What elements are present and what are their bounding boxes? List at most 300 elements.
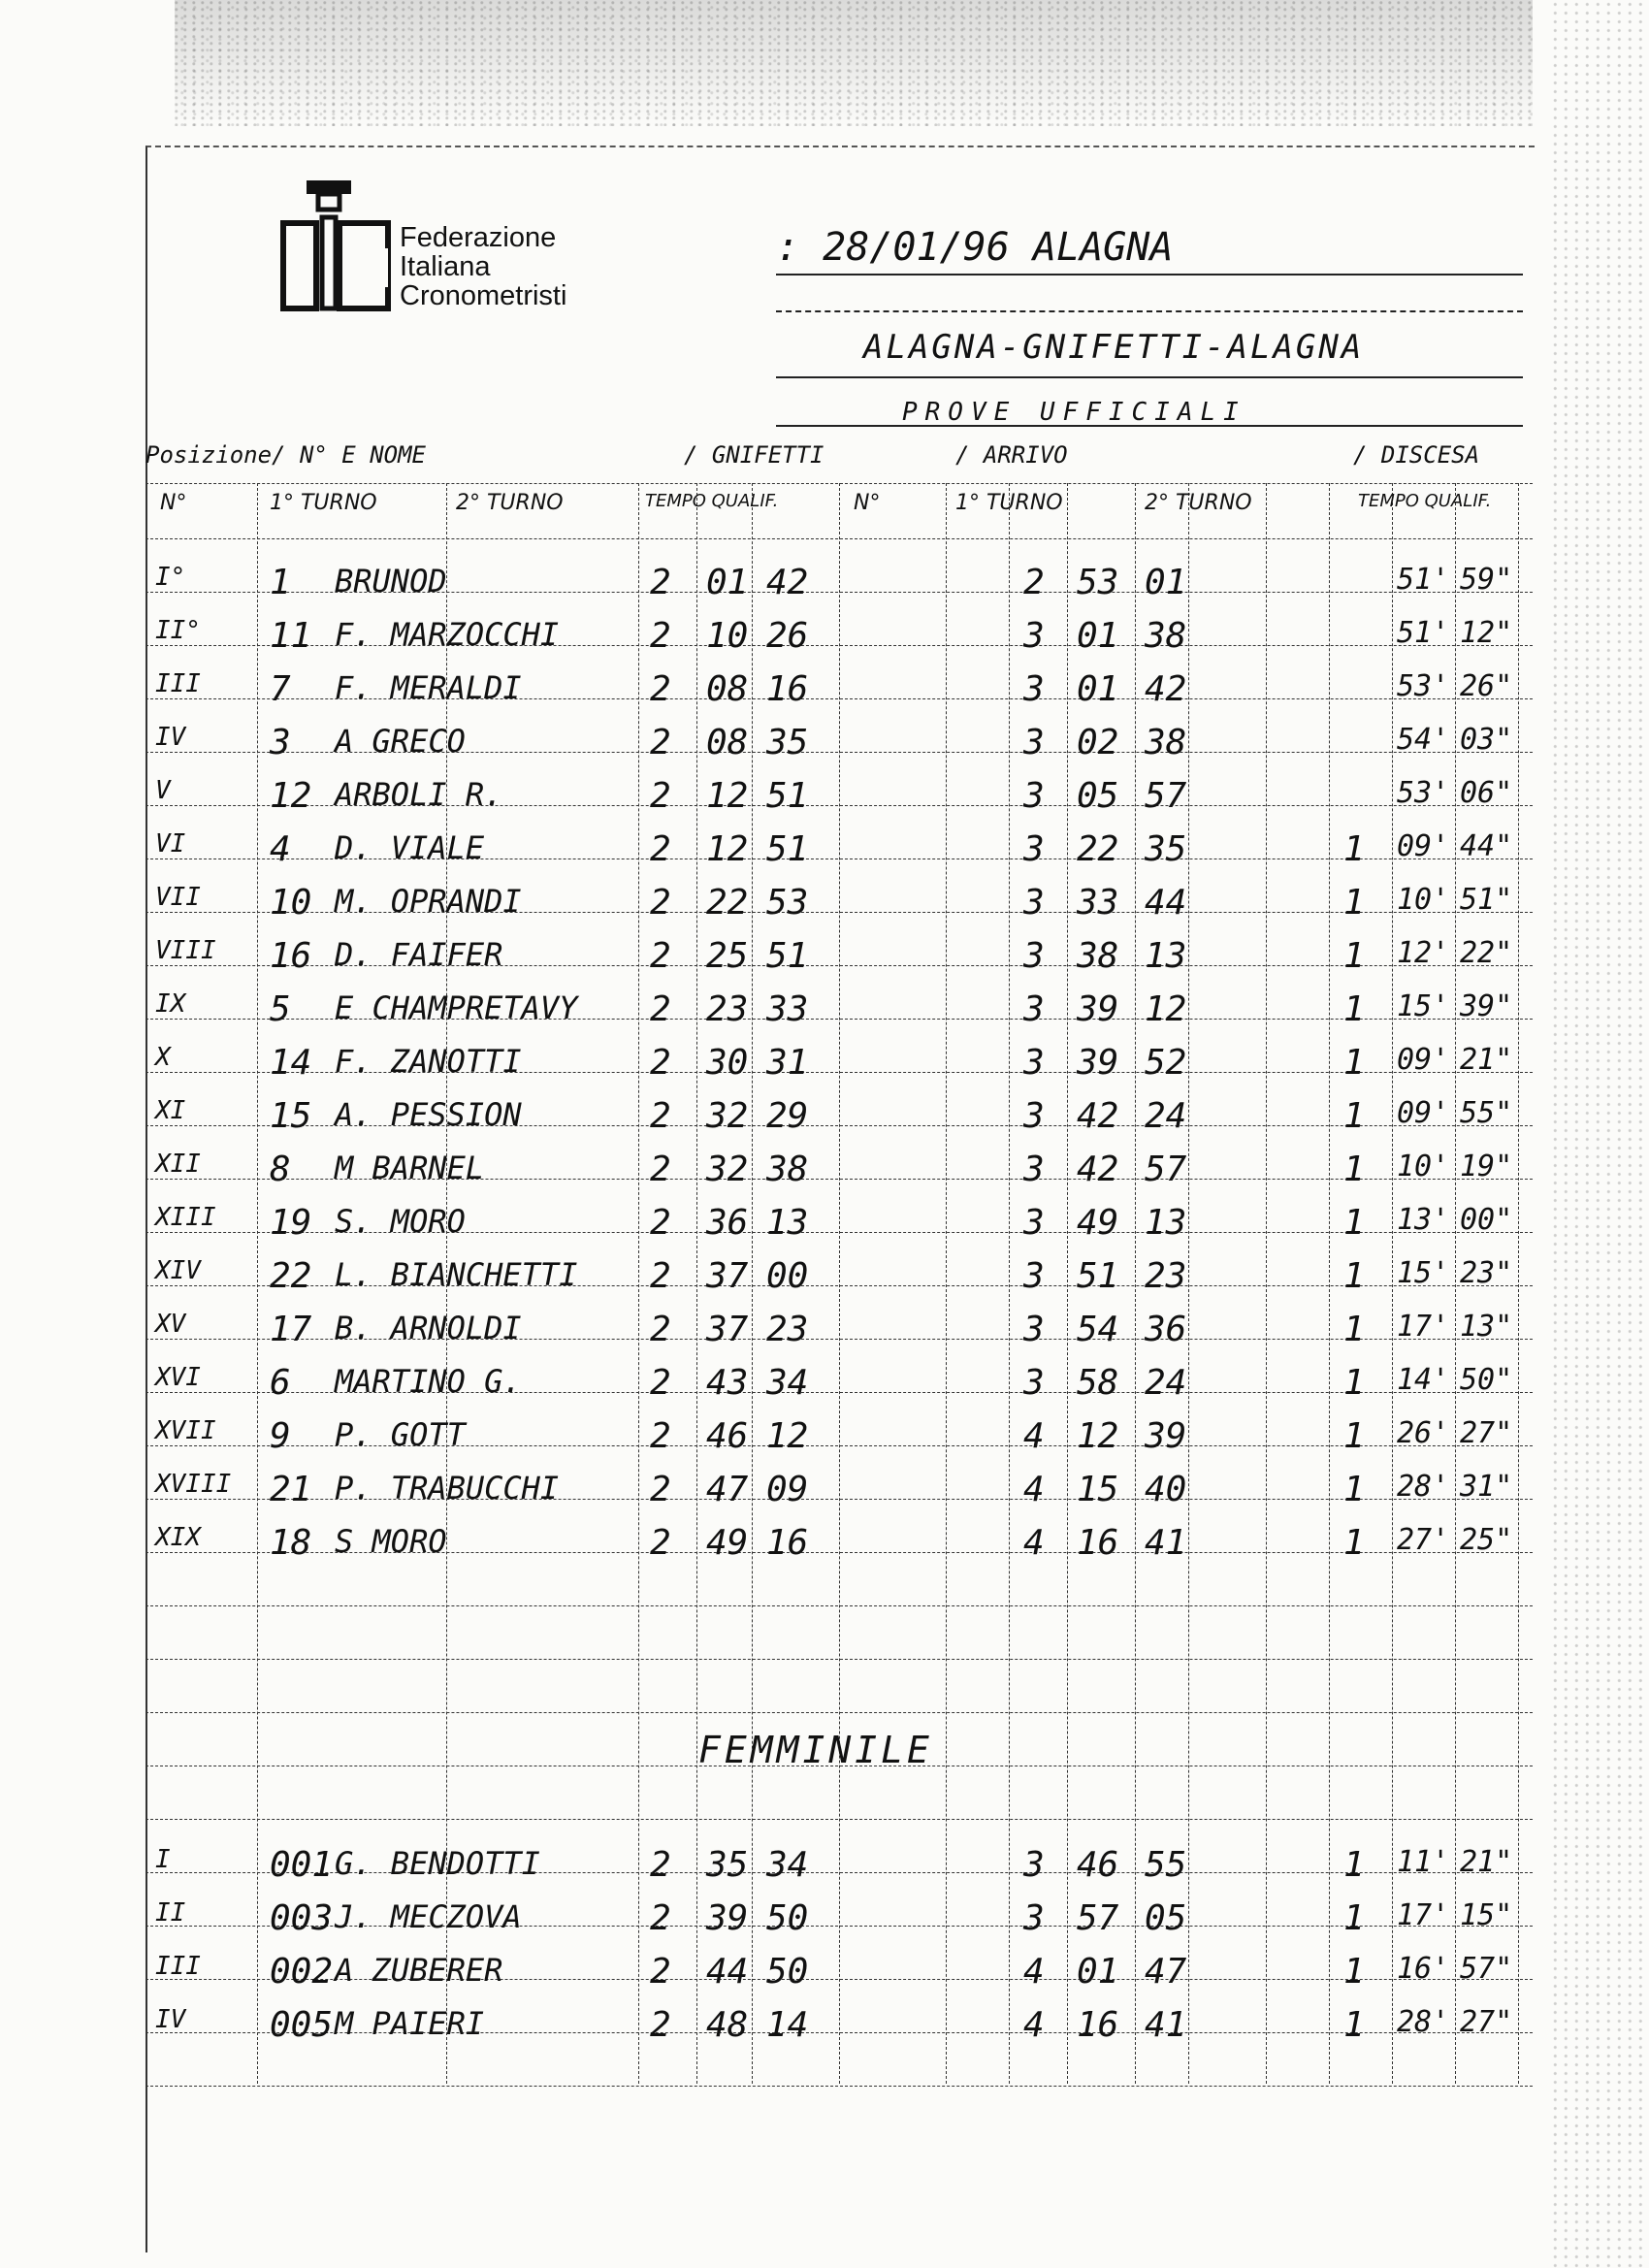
rows_m-pos-cell: XIII xyxy=(155,1203,216,1232)
rows_f-d-m-cell: 16' xyxy=(1397,1952,1450,1986)
rows_m-name-cell: D. FAIFER xyxy=(335,936,503,973)
rows_m-a-s-cell: 13 xyxy=(1145,936,1187,976)
rows_m-num-cell: 17 xyxy=(270,1310,312,1349)
colhead-n2: N° xyxy=(854,491,881,515)
rows_m-a-m-cell: 33 xyxy=(1077,883,1119,923)
rows_m-d-s-cell: 23" xyxy=(1460,1256,1513,1290)
rows_m-name-cell: B. ARNOLDI xyxy=(335,1310,522,1346)
rows_m-a-m-cell: 05 xyxy=(1077,776,1119,816)
rows_m-a-s-cell: 36 xyxy=(1145,1310,1187,1349)
rows_f-a-s-cell: 55 xyxy=(1145,1845,1187,1885)
rows_m-g-m-cell: 01 xyxy=(706,563,749,602)
rows_m-g-s-cell: 51 xyxy=(766,829,809,869)
rows_m-d-m-cell: 15' xyxy=(1397,1256,1450,1290)
rows_m-g-s-cell: 26 xyxy=(766,616,809,656)
rows_m-a-m-cell: 58 xyxy=(1077,1363,1119,1403)
colhead-turno2b: 2° TURNO xyxy=(1145,491,1252,515)
rows_m-a-h-cell: 3 xyxy=(1023,1043,1045,1083)
rows_m-num-cell: 15 xyxy=(270,1096,312,1136)
rows_m-d-m-cell: 51' xyxy=(1397,563,1450,597)
rows_m-num-cell: 5 xyxy=(270,989,291,1029)
rows_f-a-m-cell: 46 xyxy=(1077,1845,1119,1885)
rows_f-name-cell: A ZUBERER xyxy=(335,1952,503,1989)
rows_f-g-h-cell: 2 xyxy=(650,2005,671,2045)
rows_m-a-h-cell: 3 xyxy=(1023,723,1045,762)
rows_f-d-s-cell: 15" xyxy=(1460,1898,1513,1932)
org-line-3: Cronometristi xyxy=(400,280,567,311)
rows_m-g-s-cell: 12 xyxy=(766,1416,809,1456)
rows_m-d-h-cell: 1 xyxy=(1343,1256,1365,1296)
rows_f-a-h-cell: 3 xyxy=(1023,1845,1045,1885)
rows_m-a-s-cell: 38 xyxy=(1145,616,1187,656)
rows_f-pos-cell: IV xyxy=(155,2005,186,2034)
rows_m-num-cell: 19 xyxy=(270,1203,312,1243)
colhead-turno1: 1° TURNO xyxy=(270,491,377,515)
rows_m-g-h-cell: 2 xyxy=(650,669,671,709)
rows_m-d-h-cell: 1 xyxy=(1343,883,1365,923)
rows_m-num-cell: 9 xyxy=(270,1416,291,1456)
rows_f-d-s-cell: 27" xyxy=(1460,2005,1513,2039)
rows_m-num-cell: 8 xyxy=(270,1150,291,1189)
rows_m-g-s-cell: 13 xyxy=(766,1203,809,1243)
session-underline xyxy=(776,425,1523,427)
rows_m-pos-cell: X xyxy=(155,1043,171,1072)
rows_m-name-cell: L. BIANCHETTI xyxy=(335,1256,578,1293)
rows_m-pos-cell: XIV xyxy=(155,1256,201,1285)
rows_f-a-s-cell: 41 xyxy=(1145,2005,1187,2045)
rows_m-a-h-cell: 3 xyxy=(1023,1363,1045,1403)
rows_m-name-cell: ARBOLI R. xyxy=(335,776,503,813)
rows_m-g-s-cell: 09 xyxy=(766,1470,809,1509)
group-discesa: / DISCESA xyxy=(1353,441,1480,469)
rows_m-d-s-cell: 44" xyxy=(1460,829,1513,863)
org-name xyxy=(400,223,566,310)
rows_m-d-h-cell: 1 xyxy=(1343,1096,1365,1136)
rows_f-a-s-cell: 47 xyxy=(1145,1952,1187,1992)
rows_m-num-cell: 21 xyxy=(270,1470,312,1509)
rows_f-num-cell: 002 xyxy=(270,1952,334,1992)
rows_m-g-m-cell: 49 xyxy=(706,1523,749,1563)
section-femminile: FEMMINILE xyxy=(698,1729,933,1771)
rows_m-d-h-cell: 1 xyxy=(1343,829,1365,869)
rows_m-d-h-cell: 1 xyxy=(1343,1416,1365,1456)
photocopy-noise xyxy=(175,0,1533,126)
rows_m-num-cell: 10 xyxy=(270,883,312,923)
rows_m-d-m-cell: 28' xyxy=(1397,1470,1450,1504)
rows_m-d-s-cell: 21" xyxy=(1460,1043,1513,1077)
rows_m-a-s-cell: 01 xyxy=(1145,563,1187,602)
rows_m-g-h-cell: 2 xyxy=(650,829,671,869)
rows_m-d-h-cell: 1 xyxy=(1343,1203,1365,1243)
org-line-2: Italiana xyxy=(400,251,491,282)
rows_f-g-s-cell: 14 xyxy=(766,2005,809,2045)
rows_m-pos-cell: XII xyxy=(155,1150,201,1179)
rows_m-d-h-cell: 1 xyxy=(1343,936,1365,976)
rows_m-d-m-cell: 17' xyxy=(1397,1310,1450,1344)
colhead-tempo-qualif: TEMPO QUALIF. xyxy=(645,491,779,511)
rows_m-name-cell: M. OPRANDI xyxy=(335,883,522,920)
rows_m-g-s-cell: 29 xyxy=(766,1096,809,1136)
rows_m-d-h-cell: 1 xyxy=(1343,1470,1365,1509)
rows_m-d-s-cell: 50" xyxy=(1460,1363,1513,1397)
rows_m-g-h-cell: 2 xyxy=(650,1363,671,1403)
rows_f-d-s-cell: 57" xyxy=(1460,1952,1513,1986)
rows_m-g-h-cell: 2 xyxy=(650,1523,671,1563)
rows_m-a-s-cell: 24 xyxy=(1145,1096,1187,1136)
rows_f-g-h-cell: 2 xyxy=(650,1898,671,1938)
rows_f-g-m-cell: 44 xyxy=(706,1952,749,1992)
rows_m-a-m-cell: 22 xyxy=(1077,829,1119,869)
rows_m-num-cell: 14 xyxy=(270,1043,312,1083)
rows_m-a-m-cell: 01 xyxy=(1077,669,1119,709)
rows_m-g-m-cell: 43 xyxy=(706,1363,749,1403)
rows_m-a-h-cell: 3 xyxy=(1023,1256,1045,1296)
rows_m-d-s-cell: 13" xyxy=(1460,1310,1513,1344)
rows_m-a-m-cell: 54 xyxy=(1077,1310,1119,1349)
rows_m-d-s-cell: 06" xyxy=(1460,776,1513,810)
rows_m-pos-cell: III xyxy=(155,669,201,698)
rows_m-pos-cell: XI xyxy=(155,1096,186,1125)
grid-row-line xyxy=(146,2086,1533,2087)
rows_m-g-s-cell: 16 xyxy=(766,1523,809,1563)
rows_m-pos-cell: XVII xyxy=(155,1416,216,1445)
rows_f-pos-cell: III xyxy=(155,1952,201,1981)
rows_m-num-cell: 18 xyxy=(270,1523,312,1563)
org-line-1: Federazione xyxy=(400,222,557,253)
rows_m-a-h-cell: 4 xyxy=(1023,1416,1045,1456)
rows_m-g-s-cell: 35 xyxy=(766,723,809,762)
rows_m-name-cell: A. PESSION xyxy=(335,1096,522,1133)
rows_m-d-s-cell: 55" xyxy=(1460,1096,1513,1130)
rows_m-d-s-cell: 39" xyxy=(1460,989,1513,1023)
rows_m-g-m-cell: 08 xyxy=(706,723,749,762)
rows_m-a-s-cell: 35 xyxy=(1145,829,1187,869)
rows_m-name-cell: P. TRABUCCHI xyxy=(335,1470,560,1507)
rows_m-d-m-cell: 27' xyxy=(1397,1523,1450,1557)
rows_m-pos-cell: I° xyxy=(155,563,186,592)
rows_m-a-h-cell: 3 xyxy=(1023,669,1045,709)
rows_m-g-h-cell: 2 xyxy=(650,989,671,1029)
rows_m-name-cell: S MORO xyxy=(335,1523,447,1560)
rows_f-g-s-cell: 34 xyxy=(766,1845,809,1885)
rows_f-name-cell: J. MECZOVA xyxy=(335,1898,522,1935)
session-title: PROVE UFFICIALI xyxy=(902,398,1246,427)
rows_f-d-m-cell: 11' xyxy=(1397,1845,1450,1879)
rows_m-num-cell: 22 xyxy=(270,1256,312,1296)
rows_m-pos-cell: VI xyxy=(155,829,186,859)
rows_m-a-s-cell: 38 xyxy=(1145,723,1187,762)
rows_m-name-cell: F. MERALDI xyxy=(335,669,522,706)
rows_m-g-h-cell: 2 xyxy=(650,723,671,762)
group-position-name: Posizione/ N° E NOME xyxy=(146,441,426,469)
rows_m-d-m-cell: 13' xyxy=(1397,1203,1450,1237)
rows_m-a-h-cell: 3 xyxy=(1023,829,1045,869)
rows_m-g-m-cell: 25 xyxy=(706,936,749,976)
rows_m-a-h-cell: 3 xyxy=(1023,1096,1045,1136)
rows_m-g-m-cell: 12 xyxy=(706,829,749,869)
rows_m-a-m-cell: 49 xyxy=(1077,1203,1119,1243)
rows_m-g-s-cell: 34 xyxy=(766,1363,809,1403)
rows_m-a-m-cell: 38 xyxy=(1077,936,1119,976)
colhead-turno2: 2° TURNO xyxy=(456,491,564,515)
rows_m-g-h-cell: 2 xyxy=(650,776,671,816)
rows_m-a-s-cell: 23 xyxy=(1145,1256,1187,1296)
rows_m-g-m-cell: 46 xyxy=(706,1416,749,1456)
rows_m-g-h-cell: 2 xyxy=(650,1203,671,1243)
rows_m-a-s-cell: 52 xyxy=(1145,1043,1187,1083)
rows_m-pos-cell: IX xyxy=(155,989,186,1019)
rows_m-num-cell: 6 xyxy=(270,1363,291,1403)
rows_m-g-h-cell: 2 xyxy=(650,1150,671,1189)
rows_m-g-h-cell: 2 xyxy=(650,1096,671,1136)
rows_m-g-m-cell: 32 xyxy=(706,1096,749,1136)
grid-column-line xyxy=(1329,483,1330,2084)
rows_m-d-m-cell: 12' xyxy=(1397,936,1450,970)
rows_m-a-s-cell: 42 xyxy=(1145,669,1187,709)
rows_m-d-m-cell: 10' xyxy=(1397,1150,1450,1183)
rows_f-g-s-cell: 50 xyxy=(766,1952,809,1992)
rows_m-a-h-cell: 3 xyxy=(1023,989,1045,1029)
rows_m-num-cell: 1 xyxy=(270,563,291,602)
rows_f-a-h-cell: 4 xyxy=(1023,1952,1045,1992)
rows_m-a-s-cell: 24 xyxy=(1145,1363,1187,1403)
rows_f-d-h-cell: 1 xyxy=(1343,2005,1365,2045)
rows_f-a-m-cell: 57 xyxy=(1077,1898,1119,1938)
rows_m-a-h-cell: 4 xyxy=(1023,1523,1045,1563)
rows_m-a-m-cell: 39 xyxy=(1077,1043,1119,1083)
date-guide-line xyxy=(776,310,1523,312)
rows_m-d-s-cell: 26" xyxy=(1460,669,1513,703)
rows_f-pos-cell: II xyxy=(155,1898,186,1928)
rows_f-g-h-cell: 2 xyxy=(650,1952,671,1992)
rows_m-a-m-cell: 42 xyxy=(1077,1096,1119,1136)
rows_f-num-cell: 005 xyxy=(270,2005,334,2045)
rows_f-a-h-cell: 4 xyxy=(1023,2005,1045,2045)
photocopy-edge xyxy=(1552,0,1649,2268)
rows_m-a-s-cell: 41 xyxy=(1145,1523,1187,1563)
rows_m-g-s-cell: 42 xyxy=(766,563,809,602)
rows_m-g-m-cell: 37 xyxy=(706,1256,749,1296)
rows_m-a-m-cell: 15 xyxy=(1077,1470,1119,1509)
rows_m-pos-cell: XV xyxy=(155,1310,186,1339)
rows_m-name-cell: A GRECO xyxy=(335,723,466,760)
rows_m-pos-cell: II° xyxy=(155,616,201,645)
rows_m-d-m-cell: 09' xyxy=(1397,1096,1450,1130)
rows_m-d-m-cell: 14' xyxy=(1397,1363,1450,1397)
rows_m-a-h-cell: 3 xyxy=(1023,1150,1045,1189)
rows_f-a-h-cell: 3 xyxy=(1023,1898,1045,1938)
rows_m-name-cell: D. VIALE xyxy=(335,829,485,866)
group-gnifetti: / GNIFETTI xyxy=(684,441,824,469)
rows_m-g-s-cell: 51 xyxy=(766,776,809,816)
rows_m-g-s-cell: 00 xyxy=(766,1256,809,1296)
rows_m-num-cell: 4 xyxy=(270,829,291,869)
rows_m-pos-cell: XIX xyxy=(155,1523,201,1552)
rows_m-pos-cell: V xyxy=(155,776,171,805)
rows_m-a-m-cell: 01 xyxy=(1077,616,1119,656)
rows_m-g-m-cell: 47 xyxy=(706,1470,749,1509)
rows_m-d-m-cell: 26' xyxy=(1397,1416,1450,1450)
rows_m-d-h-cell: 1 xyxy=(1343,1363,1365,1403)
rows_f-g-m-cell: 48 xyxy=(706,2005,749,2045)
rows_m-a-m-cell: 51 xyxy=(1077,1256,1119,1296)
rows_m-g-s-cell: 53 xyxy=(766,883,809,923)
rows_f-pos-cell: I xyxy=(155,1845,171,1874)
grid-column-line xyxy=(1392,483,1393,2084)
rows_m-d-h-cell: 1 xyxy=(1343,1310,1365,1349)
rows_m-name-cell: BRUNOD xyxy=(335,563,447,599)
rows_m-d-m-cell: 15' xyxy=(1397,989,1450,1023)
rows_m-d-s-cell: 51" xyxy=(1460,883,1513,917)
rows_m-g-m-cell: 10 xyxy=(706,616,749,656)
rows_m-pos-cell: IV xyxy=(155,723,186,752)
rows_m-name-cell: F. MARZOCCHI xyxy=(335,616,560,653)
rows_f-a-s-cell: 05 xyxy=(1145,1898,1187,1938)
rows_m-g-h-cell: 2 xyxy=(650,1043,671,1083)
date-location: : 28/01/96 ALAGNA xyxy=(776,225,1174,270)
grid-column-line xyxy=(1135,483,1136,2084)
rows_m-d-s-cell: 12" xyxy=(1460,616,1513,650)
rows_m-name-cell: M BARNEL xyxy=(335,1150,485,1186)
rows_m-a-h-cell: 3 xyxy=(1023,616,1045,656)
rows_m-g-s-cell: 38 xyxy=(766,1150,809,1189)
colhead-turno1b: 1° TURNO xyxy=(955,491,1063,515)
grid-column-line xyxy=(257,483,258,2084)
rows_m-g-s-cell: 31 xyxy=(766,1043,809,1083)
rows_m-d-s-cell: 25" xyxy=(1460,1523,1513,1557)
rows_m-a-h-cell: 3 xyxy=(1023,1203,1045,1243)
rows_m-d-m-cell: 51' xyxy=(1397,616,1450,650)
rows_m-d-s-cell: 19" xyxy=(1460,1150,1513,1183)
grid-column-line xyxy=(946,483,947,2084)
rows_m-g-h-cell: 2 xyxy=(650,1470,671,1509)
rows_m-d-m-cell: 53' xyxy=(1397,776,1450,810)
rows_m-a-s-cell: 13 xyxy=(1145,1203,1187,1243)
route-underline xyxy=(776,376,1523,378)
rows_m-a-m-cell: 42 xyxy=(1077,1150,1119,1189)
date-underline xyxy=(776,274,1523,275)
rows_m-d-h-cell: 1 xyxy=(1343,1150,1365,1189)
rows_f-g-m-cell: 35 xyxy=(706,1845,749,1885)
rows_m-d-m-cell: 10' xyxy=(1397,883,1450,917)
grid-column-line xyxy=(1009,483,1010,2084)
rows_m-a-m-cell: 53 xyxy=(1077,563,1119,602)
rows_m-d-m-cell: 53' xyxy=(1397,669,1450,703)
grid-column-line xyxy=(1067,483,1068,2084)
rows_f-g-h-cell: 2 xyxy=(650,1845,671,1885)
rows_m-g-h-cell: 2 xyxy=(650,1256,671,1296)
rows_m-d-s-cell: 03" xyxy=(1460,723,1513,757)
rows_m-d-s-cell: 00" xyxy=(1460,1203,1513,1237)
rows_m-a-m-cell: 39 xyxy=(1077,989,1119,1029)
rows_m-a-m-cell: 02 xyxy=(1077,723,1119,762)
grid-column-line xyxy=(839,483,840,2084)
grid-column-line xyxy=(1266,483,1267,2084)
colhead-tempo-qualif-2: TEMPO QUALIF. xyxy=(1358,491,1492,511)
rows_m-name-cell: S. MORO xyxy=(335,1203,466,1240)
rows_f-name-cell: M PAIERI xyxy=(335,2005,485,2042)
route-title: ALAGNA-GNIFETTI-ALAGNA xyxy=(863,328,1365,367)
rows_m-g-s-cell: 16 xyxy=(766,669,809,709)
rows_m-num-cell: 3 xyxy=(270,723,291,762)
rows_m-g-m-cell: 12 xyxy=(706,776,749,816)
rows_m-d-s-cell: 22" xyxy=(1460,936,1513,970)
rows_m-pos-cell: XVI xyxy=(155,1363,201,1392)
rows_f-g-s-cell: 50 xyxy=(766,1898,809,1938)
rows_m-a-m-cell: 12 xyxy=(1077,1416,1119,1456)
rows_m-a-s-cell: 57 xyxy=(1145,776,1187,816)
rows_m-d-m-cell: 09' xyxy=(1397,829,1450,863)
rows_m-a-s-cell: 57 xyxy=(1145,1150,1187,1189)
fic-logo-icon xyxy=(279,180,396,316)
rows_m-a-h-cell: 3 xyxy=(1023,883,1045,923)
rows_m-g-s-cell: 23 xyxy=(766,1310,809,1349)
rows_m-a-h-cell: 4 xyxy=(1023,1470,1045,1509)
rows_m-num-cell: 12 xyxy=(270,776,312,816)
rows_m-d-h-cell: 1 xyxy=(1343,1523,1365,1563)
rows_m-a-h-cell: 3 xyxy=(1023,936,1045,976)
rows_m-name-cell: F. ZANOTTI xyxy=(335,1043,522,1080)
grid-column-line xyxy=(1455,483,1456,2084)
rows_f-d-h-cell: 1 xyxy=(1343,1952,1365,1992)
rows_m-g-m-cell: 22 xyxy=(706,883,749,923)
rows_m-g-m-cell: 08 xyxy=(706,669,749,709)
rows_m-d-s-cell: 31" xyxy=(1460,1470,1513,1504)
grid-column-line xyxy=(1188,483,1189,2084)
rows_f-num-cell: 001 xyxy=(270,1845,334,1885)
rows_f-a-m-cell: 16 xyxy=(1077,2005,1119,2045)
rows_m-d-s-cell: 59" xyxy=(1460,563,1513,597)
rows_m-a-s-cell: 39 xyxy=(1145,1416,1187,1456)
grid-column-line xyxy=(638,483,639,2084)
rows_m-g-h-cell: 2 xyxy=(650,936,671,976)
group-arrivo: / ARRIVO xyxy=(955,441,1068,469)
rows_m-a-s-cell: 44 xyxy=(1145,883,1187,923)
rows_m-g-h-cell: 2 xyxy=(650,563,671,602)
rows_m-pos-cell: XVIII xyxy=(155,1470,232,1499)
rows_m-name-cell: MARTINO G. xyxy=(335,1363,522,1400)
rows_m-num-cell: 7 xyxy=(270,669,291,709)
rows_f-d-s-cell: 21" xyxy=(1460,1845,1513,1879)
rows_m-g-h-cell: 2 xyxy=(650,1416,671,1456)
rows_m-g-h-cell: 2 xyxy=(650,1310,671,1349)
rows_f-a-m-cell: 01 xyxy=(1077,1952,1119,1992)
rows_m-g-h-cell: 2 xyxy=(650,616,671,656)
rows_f-g-m-cell: 39 xyxy=(706,1898,749,1938)
rows_f-d-m-cell: 28' xyxy=(1397,2005,1450,2039)
rows_f-num-cell: 003 xyxy=(270,1898,334,1938)
grid-column-line xyxy=(696,483,697,2084)
grid-column-line xyxy=(752,483,753,2084)
rows_m-d-h-cell: 1 xyxy=(1343,989,1365,1029)
rows_m-d-m-cell: 54' xyxy=(1397,723,1450,757)
rows_m-g-m-cell: 36 xyxy=(706,1203,749,1243)
rows_f-d-h-cell: 1 xyxy=(1343,1845,1365,1885)
rows_m-a-s-cell: 12 xyxy=(1145,989,1187,1029)
rows_m-pos-cell: VIII xyxy=(155,936,216,965)
rows_m-name-cell: E CHAMPRETAVY xyxy=(335,989,578,1026)
rows_m-g-m-cell: 23 xyxy=(706,989,749,1029)
rows_m-g-s-cell: 33 xyxy=(766,989,809,1029)
rows_m-a-m-cell: 16 xyxy=(1077,1523,1119,1563)
rows_m-g-h-cell: 2 xyxy=(650,883,671,923)
grid-column-line xyxy=(1518,483,1519,2084)
rows_m-name-cell: P. GOTT xyxy=(335,1416,466,1453)
rows_m-pos-cell: VII xyxy=(155,883,201,912)
rows_f-d-m-cell: 17' xyxy=(1397,1898,1450,1932)
colhead-pos: N° xyxy=(160,491,187,515)
rows_m-a-h-cell: 3 xyxy=(1023,1310,1045,1349)
